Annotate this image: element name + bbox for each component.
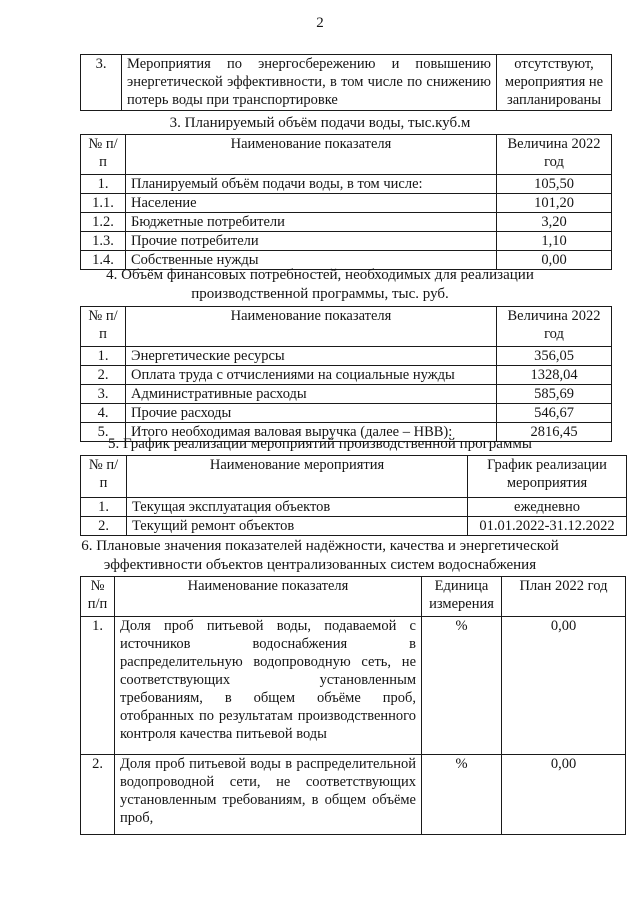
row-number: 3. — [81, 55, 122, 111]
table-header-row — [81, 577, 626, 617]
section-6-title-line2: эффективности объектов централизованных систем водоснабжения — [103, 557, 537, 573]
measure-status: отсутствуют, мероприятия не запланированы — [497, 55, 612, 111]
table-row — [81, 517, 627, 536]
row-number: 2. — [81, 755, 115, 835]
header-num: № п/п — [81, 135, 126, 175]
header-name: Наименование мероприятия — [127, 456, 468, 498]
header-value: Величина 2022 год — [497, 135, 612, 175]
header-unit: Единица измерения — [422, 577, 502, 617]
row-value: 546,67 — [497, 404, 612, 423]
row-value: 0,00 — [502, 617, 626, 755]
table-row — [81, 213, 612, 232]
section-6-title-line1: 6. Плановые значения показателей надёжности, качества и энергетической — [81, 538, 559, 554]
schedule-table — [80, 455, 627, 536]
header-name: Наименование показателя — [115, 577, 422, 617]
row-name: Планируемый объём подачи воды, в том числе: — [126, 175, 497, 194]
row-name: Бюджетные потребители — [126, 213, 497, 232]
row-value: 2816,45 — [497, 423, 612, 442]
table-row — [81, 498, 627, 517]
row-number: 1.1. — [81, 194, 126, 213]
header-name: Наименование показателя — [126, 307, 497, 347]
performance-indicators-table — [80, 576, 626, 835]
row-number: 1. — [81, 617, 115, 755]
row-value: 3,20 — [497, 213, 612, 232]
row-number: 1.2. — [81, 213, 126, 232]
row-value: 105,50 — [497, 175, 612, 194]
measure-name: Мероприятия по энергосбережению и повышению энергетической эффективности, в том числе по снижению потерь воды при транспортировке — [122, 55, 497, 111]
table-header-row — [81, 135, 612, 175]
financial-needs-table — [80, 306, 612, 442]
row-name: Текущий ремонт объектов — [127, 517, 468, 536]
table-header-row — [81, 456, 627, 498]
row-name: Доля проб питьевой воды, подаваемой с источников водоснабжения в распределительную водопроводную сеть, не соответствующих установленным требованиям, в общем объёме проб, отобранных по результатам производственного контроля качества питьевой воды — [115, 617, 422, 755]
header-value: График реализации мероприятия — [468, 456, 627, 498]
measures-table-continuation — [80, 54, 612, 111]
row-number: 1. — [81, 175, 126, 194]
table-header-row — [81, 307, 612, 347]
row-number: 2. — [81, 366, 126, 385]
row-name: Прочие потребители — [126, 232, 497, 251]
row-value: 101,20 — [497, 194, 612, 213]
row-number: 4. — [81, 404, 126, 423]
row-name: Текущая эксплуатация объектов — [127, 498, 468, 517]
table-row — [81, 755, 626, 835]
header-num: № п/п — [81, 577, 115, 617]
row-name: Энергетические ресурсы — [126, 347, 497, 366]
header-value: Величина 2022 год — [497, 307, 612, 347]
row-value: 356,05 — [497, 347, 612, 366]
row-number: 1.3. — [81, 232, 126, 251]
row-value: 585,69 — [497, 385, 612, 404]
row-name: Административные расходы — [126, 385, 497, 404]
header-value: План 2022 год — [502, 577, 626, 617]
table-row — [81, 404, 612, 423]
water-supply-table — [80, 134, 612, 270]
table-row — [81, 194, 612, 213]
table-row — [81, 232, 612, 251]
header-num: № п/п — [81, 307, 126, 347]
row-name: Прочие расходы — [126, 404, 497, 423]
section-4-title-line2: производственной программы, тыс. руб. — [191, 286, 449, 302]
row-name: Доля проб питьевой воды в распределительной водопроводной сети, не соответствующих установленным требованиям, в общем объёме проб, — [115, 755, 422, 835]
section-3-title: 3. Планируемый объём подачи воды, тыс.куб.м — [169, 115, 471, 131]
row-value: 0,00 — [502, 755, 626, 835]
row-number: 1.4. — [81, 251, 126, 270]
row-number: 3. — [81, 385, 126, 404]
row-number: 1. — [81, 498, 127, 517]
row-value: 1328,04 — [497, 366, 612, 385]
row-unit: % — [422, 617, 502, 755]
table-row — [81, 385, 612, 404]
row-number: 5. — [81, 423, 126, 442]
section-5-title: 5. График реализации мероприятий производственной программы — [108, 436, 532, 452]
section-4-title-line1: 4. Объём финансовых потребностей, необходимых для реализации — [106, 267, 534, 283]
row-name: Население — [126, 194, 497, 213]
row-number: 1. — [81, 347, 126, 366]
page-number: 2 — [316, 15, 324, 31]
row-value: 01.01.2022-31.12.2022 — [468, 517, 627, 536]
table-row — [81, 175, 612, 194]
row-unit: % — [422, 755, 502, 835]
table-row — [81, 366, 612, 385]
header-name: Наименование показателя — [126, 135, 497, 175]
row-name: Итого необходимая валовая выручка (далее – НВВ): — [126, 423, 497, 442]
row-value: 0,00 — [497, 251, 612, 270]
row-number: 2. — [81, 517, 127, 536]
row-value: ежедневно — [468, 498, 627, 517]
row-value: 1,10 — [497, 232, 612, 251]
row-name: Оплата труда с отчислениями на социальные нужды — [126, 366, 497, 385]
header-num: № п/п — [81, 456, 127, 498]
row-name: Собственные нужды — [126, 251, 497, 270]
table-row — [81, 347, 612, 366]
table-row — [81, 617, 626, 755]
